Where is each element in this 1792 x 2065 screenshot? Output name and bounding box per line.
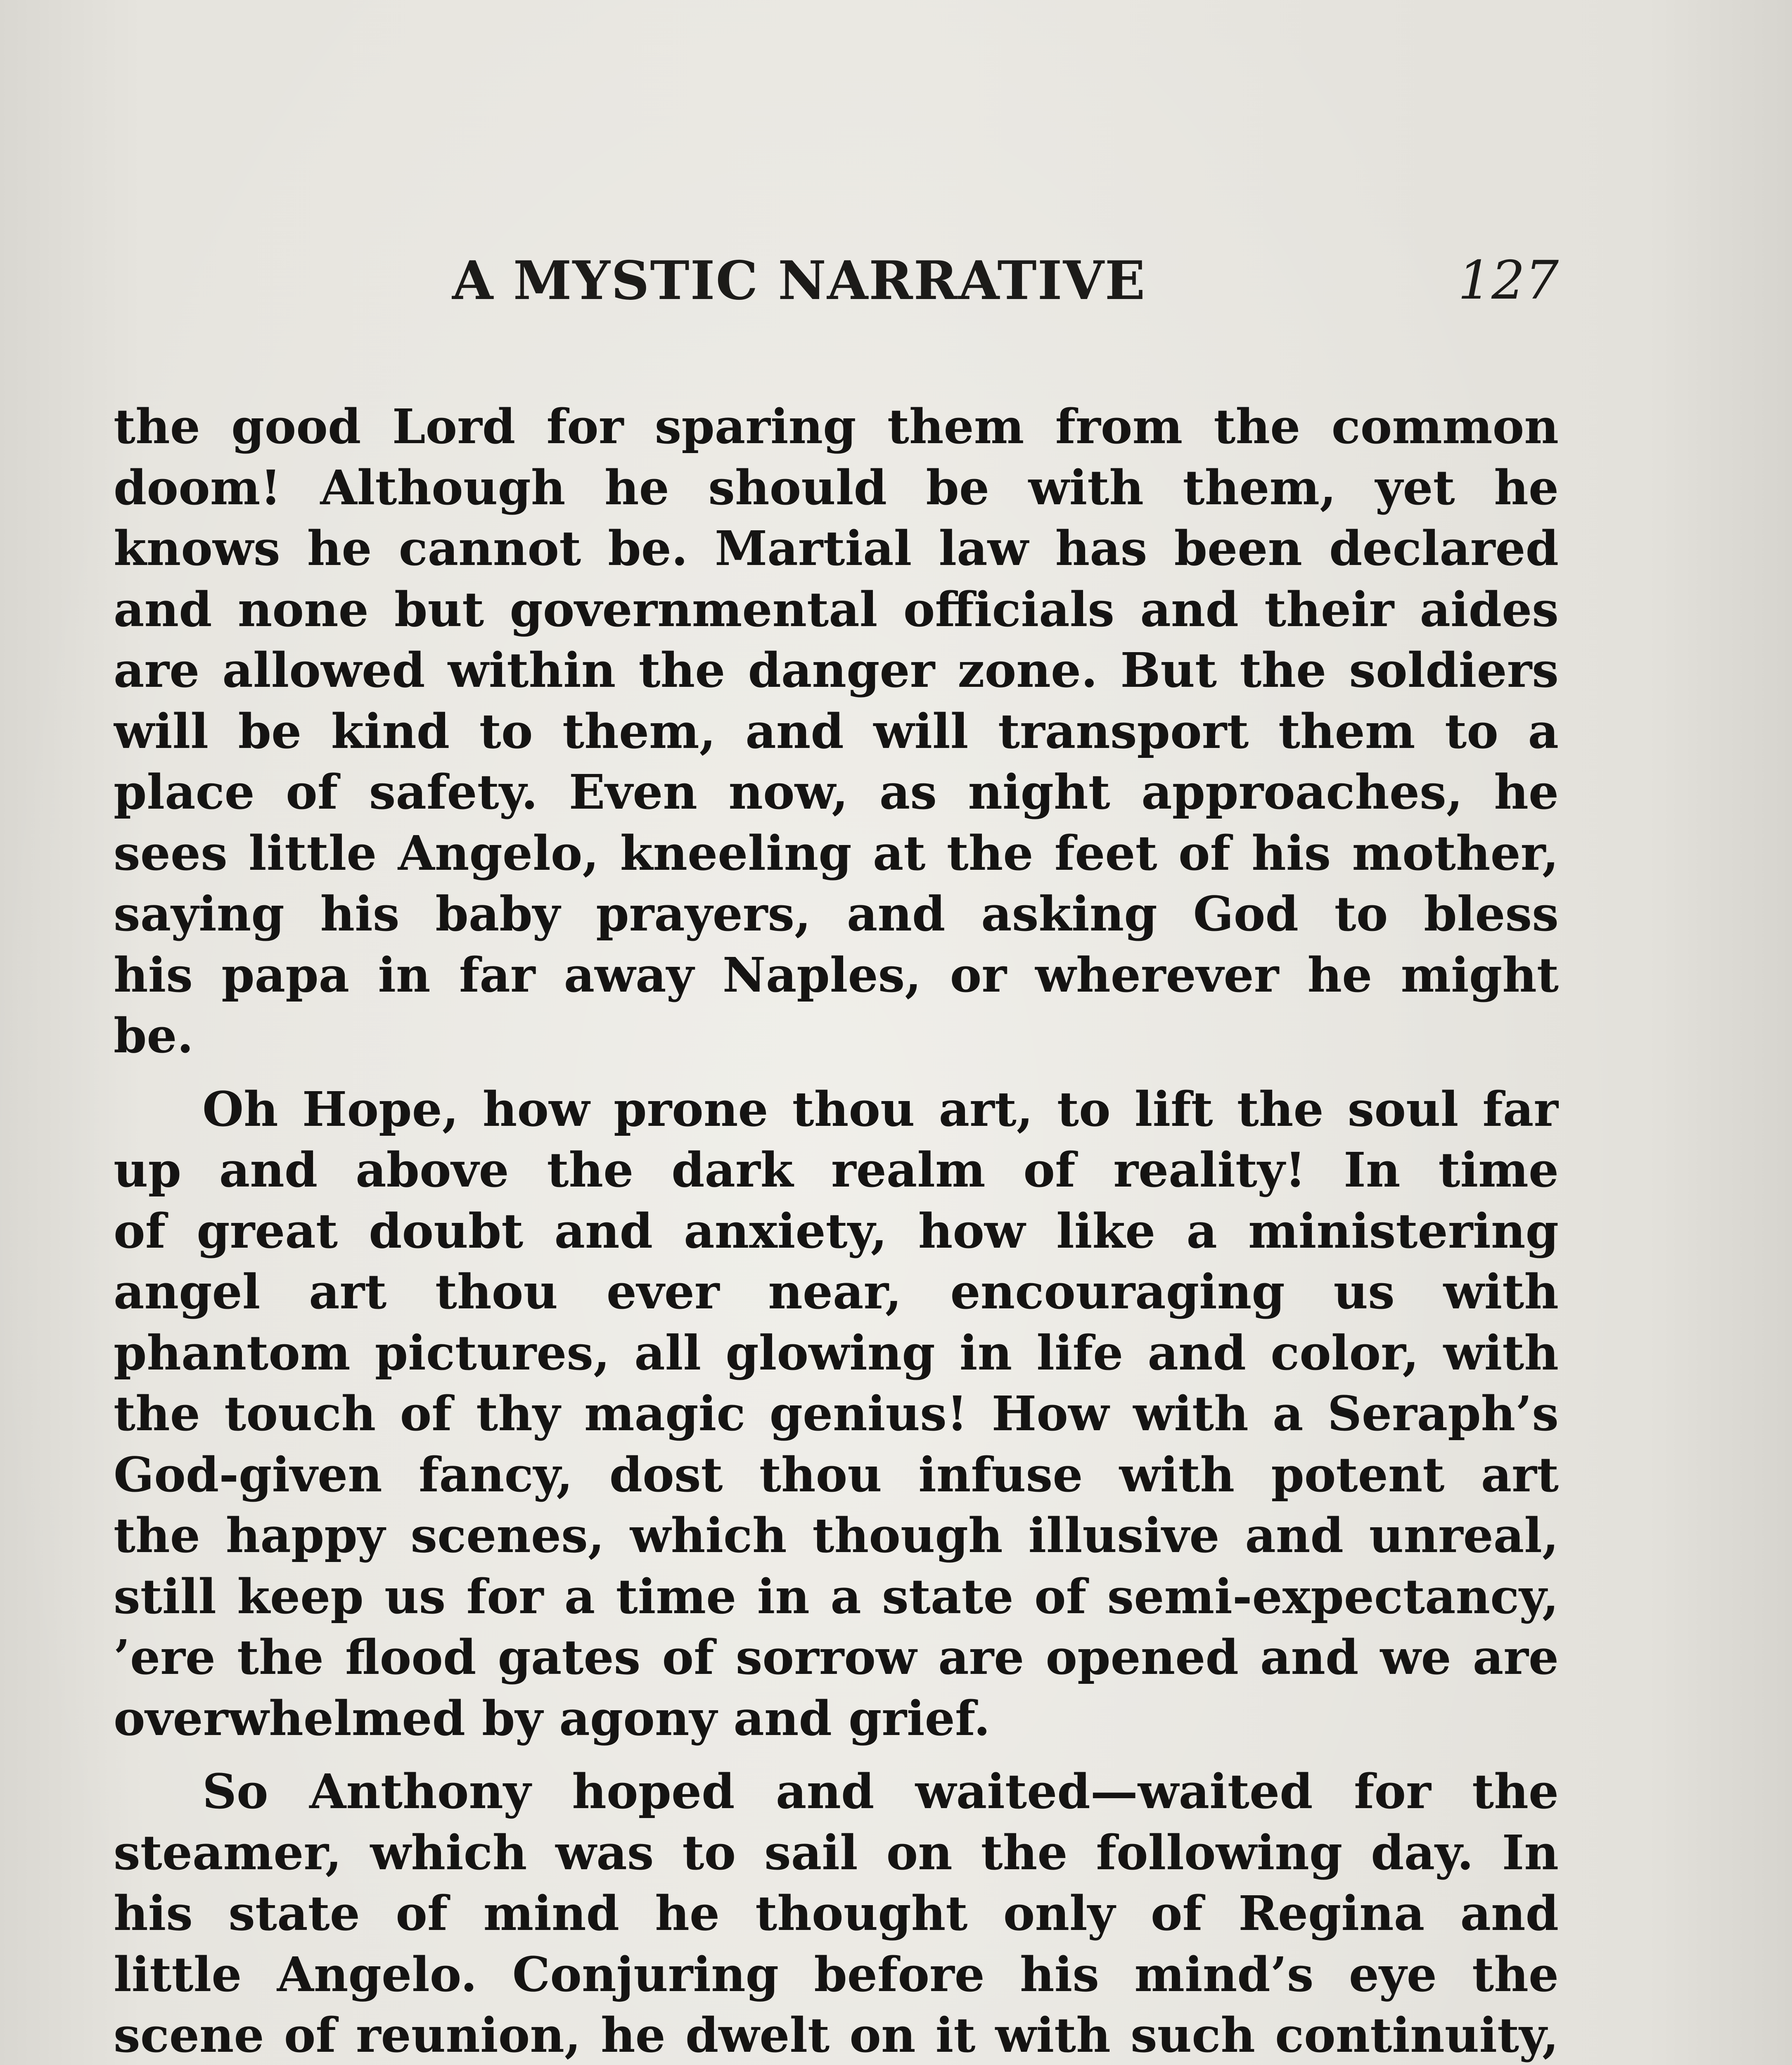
text-line: the touch of thy magic genius! How with a Seraph’s (114, 1386, 1559, 1442)
running-head: A MYSTIC NARRATIVE (452, 250, 1146, 312)
text-line: will be kind to them, and will transport them to a (114, 703, 1559, 760)
page-header (114, 248, 1559, 314)
text-line: Oh Hope, how prone thou art, to lift the soul far (202, 1081, 1559, 1137)
text-line: God-given fancy, dost thou infuse with potent art (114, 1447, 1559, 1503)
text-line: doom! Although he should be with them, yet he (114, 460, 1559, 516)
text-line: his papa in far away Naples, or wherever he might (114, 947, 1559, 1003)
text-line: knows he cannot be. Martial law has been declared (114, 521, 1559, 577)
text-line: ’ere the flood gates of sorrow are opened and we are (114, 1630, 1559, 1685)
text-line: steamer, which was to sail on the following day. In (114, 1825, 1559, 1881)
paragraph-2 (114, 1079, 1559, 1749)
text-line: phantom pictures, all glowing in life and color, with (114, 1325, 1559, 1381)
text-line: little Angelo. Conjuring before his mind’s eye the (114, 1946, 1559, 2003)
text-line: So Anthony hoped and waited—waited for the (202, 1764, 1559, 1820)
text-line: the happy scenes, which though illusive and unreal, (114, 1508, 1559, 1564)
text-line: and none but governmental officials and their aides (114, 582, 1559, 638)
paragraph-1 (114, 396, 1559, 1067)
text-line: saying his baby prayers, and asking God to bless (114, 886, 1559, 942)
text-line: his state of mind he thought only of Regina and (114, 1886, 1559, 1942)
text-line: up and above the dark realm of reality! In time (114, 1142, 1559, 1198)
text-line: sees little Angelo, kneeling at the feet of his mother, (114, 825, 1559, 881)
page-number: 127 (1458, 250, 1559, 311)
text-line: the good Lord for sparing them from the common (114, 399, 1559, 455)
paragraph-3 (114, 1761, 1559, 2065)
body-text (114, 396, 1559, 2065)
text-line: are allowed within the danger zone. But the soldiers (114, 643, 1559, 698)
text-line: of great doubt and anxiety, how like a ministering (114, 1203, 1559, 1259)
text-line: overwhelmed by agony and grief. (114, 1690, 991, 1747)
text-line: scene of reunion, he dwelt on it with such continuity, (114, 2008, 1559, 2063)
text-line: angel art thou ever near, encouraging us with (114, 1264, 1559, 1320)
text-line: be. (114, 1008, 194, 1064)
text-line: place of safety. Even now, as night approaches, he (114, 764, 1559, 820)
text-line: still keep us for a time in a state of semi-expectancy, (114, 1569, 1559, 1625)
